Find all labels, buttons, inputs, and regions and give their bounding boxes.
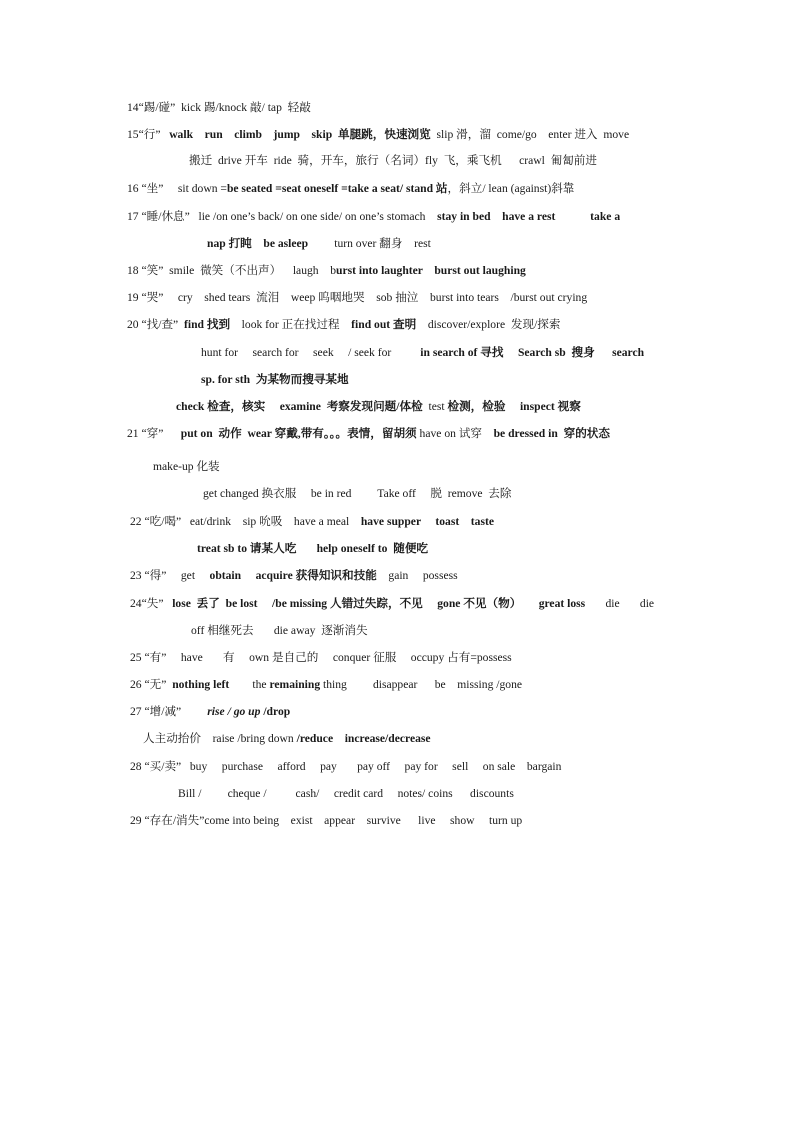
text-segment: /drop — [260, 705, 291, 718]
text-segment: 人主动抬价 raise /bring down — [143, 732, 297, 745]
text-line — [203, 486, 512, 502]
text-segment: 14“踢/碰” kick 踢/knock 敲/ tap 轻敲 — [127, 101, 311, 114]
text-segment: discover/explore 发现/探索 — [416, 318, 561, 331]
text-segment: 25 “有” have 有 own 是自己的 conquer 征服 occupy 占有=possess — [130, 651, 512, 664]
text-line — [130, 759, 561, 775]
text-segment: make-up 化装 — [153, 460, 220, 473]
text-segment: test — [428, 400, 448, 413]
text-segment: slip 滑，溜 come/go enter 进入 move — [430, 128, 630, 141]
text-segment: 检测，检验 inspect 视察 — [447, 400, 581, 413]
text-line — [201, 345, 644, 361]
text-line — [130, 596, 654, 612]
text-segment: Bill / cheque / cash/ credit card notes/ coins discounts — [178, 787, 514, 800]
text-line — [127, 426, 610, 442]
text-segment: 23 “得” get — [130, 569, 210, 582]
text-line — [130, 813, 522, 829]
text-segment: sp. for sth 为某物而搜寻某地 — [201, 373, 349, 386]
text-segment: walk run climb jump skip 单腿跳，快速浏览 — [169, 128, 431, 141]
text-segment: treat sb to 请某人吃 help oneself to 随便吃 — [197, 542, 429, 555]
text-segment: have on 试穿 — [416, 427, 494, 440]
text-line — [178, 786, 514, 802]
text-line — [130, 514, 494, 530]
text-line — [130, 704, 290, 720]
text-segment: check 检查，核实 examine 考察发现问题/体检 — [176, 400, 429, 413]
text-segment: 24“失” — [130, 597, 173, 610]
text-line — [130, 677, 522, 693]
text-line — [201, 372, 349, 388]
text-segment: have supper toast taste — [360, 515, 494, 528]
text-line — [130, 650, 512, 666]
text-segment: 21 “穿” — [127, 427, 181, 440]
text-segment: off 相继死去 die away 逐渐消失 — [191, 624, 368, 637]
text-segment: gain possess — [376, 569, 458, 582]
text-segment: 29 “存在/消失”come into being exist appear survive live show turn up — [130, 814, 523, 827]
text-line — [197, 541, 428, 557]
text-line — [130, 568, 458, 584]
text-segment: thing disappear be missing /gone — [320, 678, 523, 691]
text-segment: find 找到 — [184, 318, 231, 331]
text-segment: 28 “买/卖” buy purchase afford pay pay off pay for sell on sale bargain — [130, 760, 562, 773]
text-segment: nap 打盹 be asleep — [207, 237, 309, 250]
text-segment: turn over 翻身 rest — [308, 237, 431, 250]
text-segment: 19 “哭” cry shed tears 流泪 weep 呜咽地哭 sob 抽泣 burst into tears /burst out crying — [127, 291, 588, 304]
text-segment: 27 “增/减” — [130, 705, 208, 718]
text-segment: in search of 寻找 Search sb 搜身 search — [420, 346, 645, 359]
text-segment: /reduce increase/decrease — [296, 732, 431, 745]
text-segment: find out 查明 — [351, 318, 417, 331]
text-segment: get changed 换衣服 be in red Take off 脱 remove 去除 — [203, 487, 512, 500]
text-line — [127, 317, 561, 333]
text-segment: 17 “睡/休息” lie /on one’s back/ on one side/ on one’s stomach — [127, 210, 438, 223]
text-line — [127, 100, 311, 116]
text-segment: die die — [585, 597, 655, 610]
text-segment: urst into laughter burst out laughing — [336, 264, 526, 277]
text-line — [191, 623, 368, 639]
text-segment: be seated =seat oneself =take a seat/ stand 站 — [226, 182, 448, 195]
text-segment: hunt for search for seek / seek for — [201, 346, 421, 359]
text-line — [189, 153, 597, 169]
text-segment: lose 丢了 be lost /be missing 人错过失踪，不见 gone 不见（物） great loss — [172, 597, 586, 610]
text-line — [127, 263, 526, 279]
text-segment: be dressed in 穿的状态 — [493, 427, 610, 440]
text-segment: obtain acquire 获得知识和技能 — [209, 569, 377, 582]
text-segment: nothing left — [172, 678, 230, 691]
text-segment: 搬迁 drive 开车 ride 骑，开车，旅行（名词）fly 飞，乘飞机 crawl 匍匐前进 — [189, 154, 597, 167]
text-segment: 16 “坐” sit down = — [127, 182, 227, 195]
text-line — [143, 731, 431, 747]
text-line — [176, 399, 581, 415]
text-line — [207, 236, 431, 252]
text-segment: stay in bed have a rest take a — [437, 210, 621, 223]
text-segment: 20 “找/查” — [127, 318, 184, 331]
text-segment: 22 “吃/喝” eat/drink sip 吮吸 have a meal — [130, 515, 361, 528]
text-line — [127, 209, 620, 225]
text-segment: remaining — [269, 678, 321, 691]
text-segment: rise / go up — [207, 705, 261, 718]
text-line — [127, 181, 574, 197]
text-segment: 15“行” — [127, 128, 170, 141]
text-segment: put on 动作 wear 穿戴,带有。。。表情，留胡须 — [180, 427, 417, 440]
text-line — [153, 459, 220, 475]
text-segment: 26 “无” — [130, 678, 173, 691]
text-segment: 18 “笑” smile 微笑（不出声） laugh b — [127, 264, 336, 277]
text-segment: look for 正在找过程 — [230, 318, 352, 331]
text-segment: the — [229, 678, 270, 691]
text-segment: ，斜立/ lean (against)斜靠 — [447, 182, 575, 195]
text-line — [127, 127, 629, 143]
text-line — [127, 290, 587, 306]
